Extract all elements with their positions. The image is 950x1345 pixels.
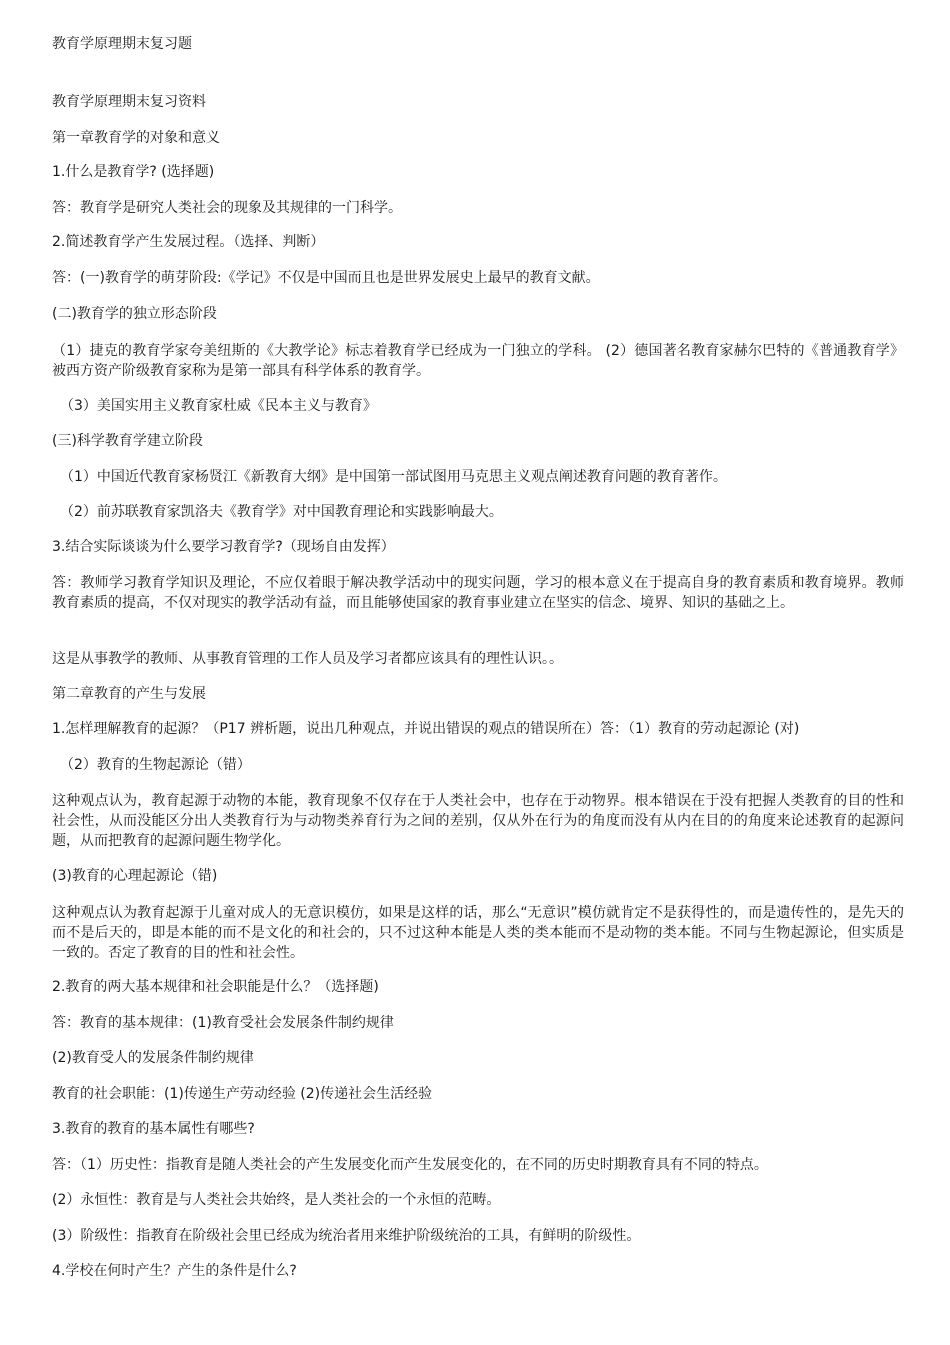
- list-item: （2）前苏联教育家凯洛夫《教育学》对中国教育理论和实践影响最大。: [60, 504, 503, 520]
- chapter-heading: 第一章教育学的对象和意义: [52, 130, 220, 146]
- question-text: 2.教育的两大基本规律和社会职能是什么？（选择题): [52, 979, 379, 995]
- list-item: (2)教育受人的发展条件制约规律: [52, 1050, 254, 1066]
- paragraph: 这种观点认为，教育起源于动物的本能，教育现象不仅存在于人类社会中，也存在于动物界。根本错误在于没有把握人类教育的目的性和社会性，从而没能区分出人类教育行为与动物类养育行为之间的差别，仅从外在行为的角度而没有从内在目的的角度来论述教育的起源问题，从而把教育的起源问题生物学化。: [52, 793, 904, 849]
- document-subtitle: 教育学原理期末复习资料: [52, 94, 206, 110]
- chapter-heading: 第二章教育的产生与发展: [52, 686, 206, 702]
- list-item: (2）永恒性：教育是与人类社会共始终，是人类社会的一个永恒的范畴。: [52, 1192, 501, 1208]
- paragraph: （1）捷克的教育学家夸美纽斯的《大教学论》标志着教育学已经成为一门独立的学科。 (2）德国著名教育家赫尔巴特的《普通教育学》被西方资产阶级教育家称为是第一部具有科学体系的教育学。: [52, 343, 904, 379]
- list-item: （1）中国近代教育家杨贤江《新教育大纲》是中国第一部试图用马克思主义观点阐述教育问题的教育著作。: [60, 469, 727, 485]
- section-heading: (三)科学教育学建立阶段: [52, 433, 203, 449]
- answer-text: 答：教育学是研究人类社会的现象及其规律的一门科学。: [52, 200, 402, 216]
- question-text: 1.怎样理解教育的起源？（P17 辨析题，说出几种观点，并说出错误的观点的错误所在）答：（1）教育的劳动起源论 (对): [52, 721, 800, 737]
- section-heading: (3)教育的心理起源论（错): [52, 868, 218, 884]
- list-item: （3）美国实用主义教育家杜威《民本主义与教育》: [60, 398, 377, 414]
- list-item: (3）阶级性：指教育在阶级社会里已经成为统治者用来维护阶级统治的工具，有鲜明的阶级性。: [52, 1228, 641, 1244]
- question-text: 2.简述教育学产生发展过程。（选择、判断）: [52, 234, 325, 250]
- list-item: （2）教育的生物起源论（错）: [60, 757, 251, 773]
- section-heading: (二)教育学的独立形态阶段: [52, 306, 217, 322]
- answer-text: 答：（1）历史性：指教育是随人类社会的产生发展变化而产生发展变化的，在不同的历史时期教育具有不同的特点。: [52, 1157, 768, 1173]
- answer-text: 答：(一)教育学的萌芽阶段:《学记》不仅是中国而且也是世界发展史上最早的教育文献。: [52, 270, 600, 286]
- question-text: 3.教育的教育的基本属性有哪些?: [52, 1121, 255, 1137]
- question-text: 1.什么是教育学? (选择题): [52, 164, 215, 180]
- question-text: 4.学校在何时产生？产生的条件是什么?: [52, 1263, 297, 1279]
- paragraph: 这种观点认为教育起源于儿童对成人的无意识模仿，如果是这样的话，那么“无意识”模仿就肯定不是获得性的，而是遗传性的，是先天的而不是后天的，即是本能的而不是文化的和社会的，只不过这种本能是人类的类本能而不是动物的类本能。不同与生物起源论，但实质是一致的。否定了教育的目的性和社会性。: [52, 905, 904, 961]
- paragraph: 教育的社会职能：(1)传递生产劳动经验 (2)传递社会生活经验: [52, 1086, 433, 1102]
- paragraph: 答：教师学习教育学知识及理论，不应仅着眼于解决教学活动中的现实问题，学习的根本意义在于提高自身的教育素质和教育境界。教师教育素质的提高，不仅对现实的教学活动有益，而且能够使国家的教育事业建立在坚实的信念、境界、知识的基础之上。: [52, 575, 904, 611]
- document-title: 教育学原理期末复习题: [52, 36, 192, 52]
- paragraph: 这是从事教学的教师、从事教育管理的工作人员及学习者都应该具有的理性认识。。: [52, 651, 563, 667]
- answer-text: 答：教育的基本规律：(1)教育受社会发展条件制约规律: [52, 1015, 394, 1031]
- question-text: 3.结合实际谈谈为什么要学习教育学?（现场自由发挥）: [52, 539, 395, 555]
